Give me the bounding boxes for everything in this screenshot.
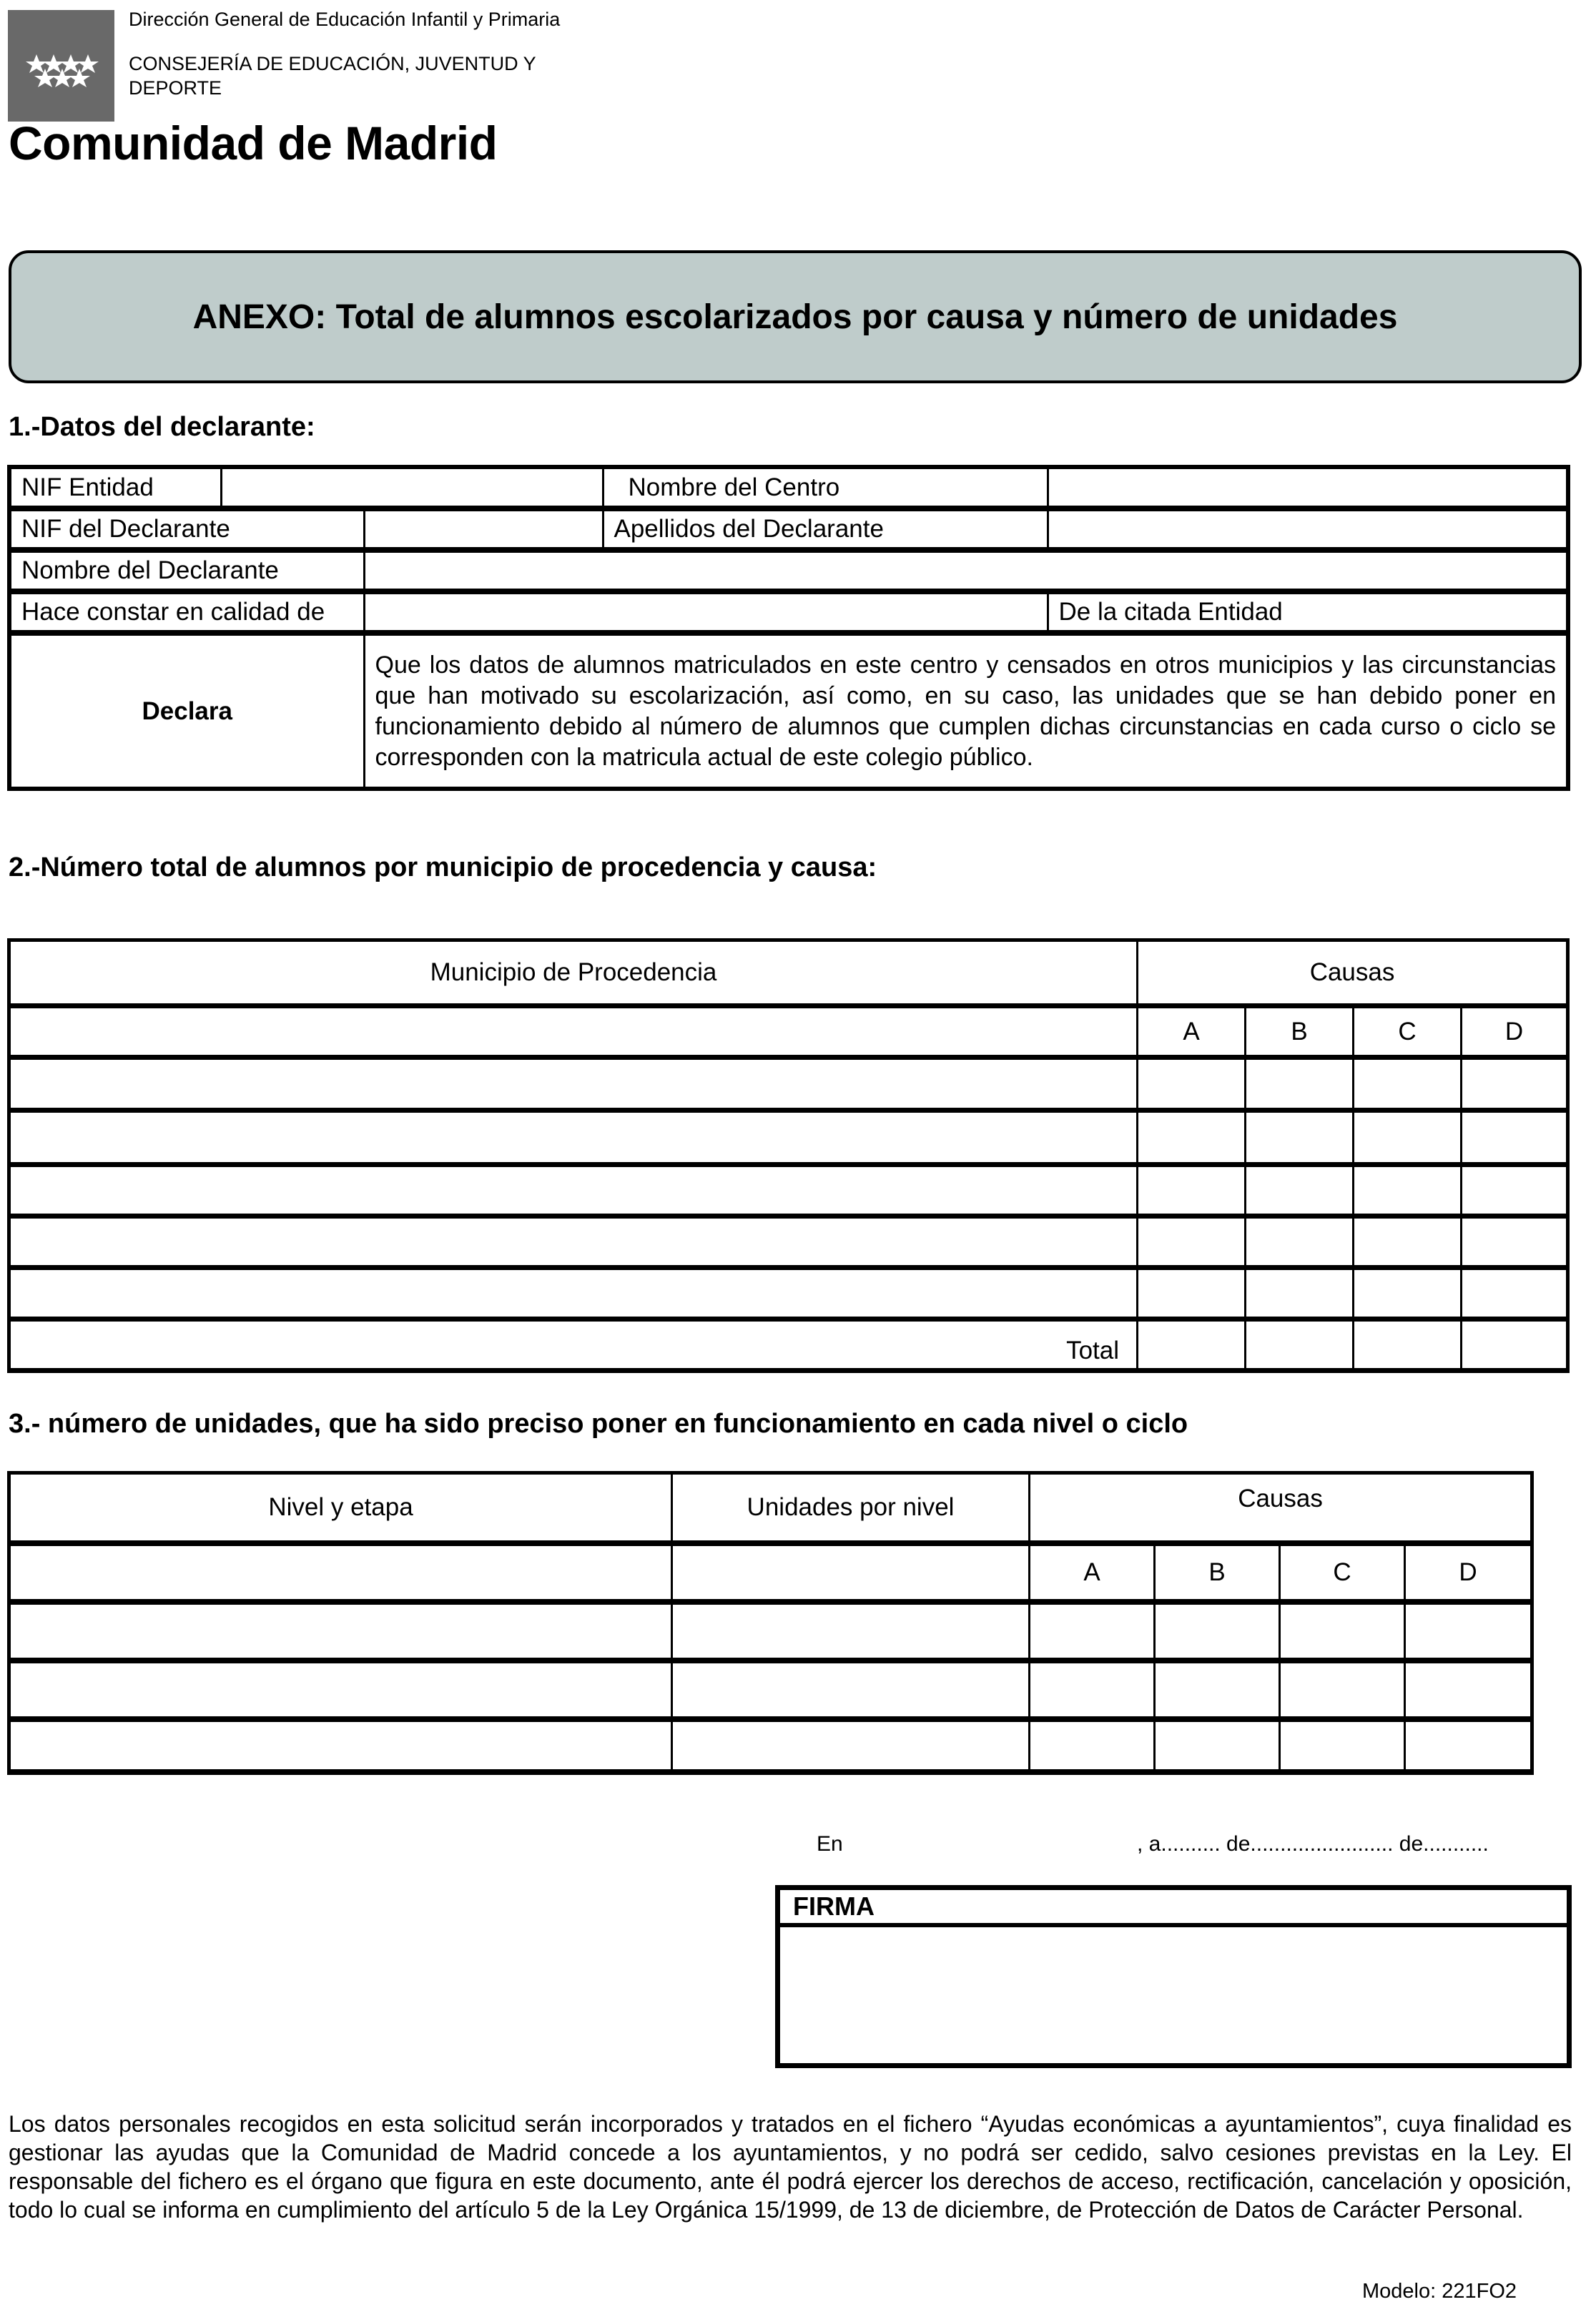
directorate-name: Dirección General de Educación Infantil y Primaria <box>129 9 561 30</box>
municipio-cell[interactable] <box>9 1058 1138 1111</box>
total-row <box>9 1319 1568 1371</box>
cause-d-cell[interactable] <box>1462 1058 1568 1111</box>
star-icon <box>69 69 90 87</box>
table-row <box>9 1602 1532 1661</box>
ministry-name-line1: CONSEJERÍA DE EDUCACIÓN, JUVENTUD Y <box>129 53 536 74</box>
students-by-municipality-table <box>7 938 1570 1373</box>
unidades-cell[interactable] <box>672 1719 1030 1772</box>
unidades-cell[interactable] <box>672 1602 1030 1661</box>
units-by-level-table <box>7 1471 1534 1775</box>
star-icon <box>34 69 56 87</box>
nivel-cell[interactable] <box>9 1602 672 1661</box>
place-prefix: En <box>817 1832 843 1856</box>
date-line[interactable]: , a.......... de........................ de........... <box>1137 1832 1489 1856</box>
nif-declarante-field[interactable] <box>364 508 603 550</box>
nif-entidad-label: NIF Entidad <box>9 467 221 508</box>
total-a-cell[interactable] <box>1138 1319 1246 1371</box>
nombre-centro-field[interactable] <box>1048 467 1568 508</box>
star-icon <box>77 54 99 73</box>
cause-header-c: C <box>1280 1543 1405 1602</box>
cause-c-cell[interactable] <box>1280 1661 1405 1719</box>
cause-b-cell[interactable] <box>1246 1111 1354 1165</box>
cause-d-cell[interactable] <box>1462 1111 1568 1165</box>
total-d-cell[interactable] <box>1462 1319 1568 1371</box>
cause-header-d: D <box>1405 1543 1532 1602</box>
declarant-data-table <box>7 465 1570 791</box>
total-c-cell[interactable] <box>1354 1319 1462 1371</box>
calidad-label: Hace constar en calidad de <box>9 591 364 633</box>
empty-header-cell <box>9 1543 672 1602</box>
total-label: Total <box>9 1319 1138 1371</box>
cause-a-cell[interactable] <box>1138 1216 1246 1268</box>
cause-c-cell[interactable] <box>1280 1719 1405 1772</box>
cause-header-c: C <box>1354 1006 1462 1058</box>
calidad-field[interactable] <box>364 591 1048 633</box>
cause-d-cell[interactable] <box>1405 1719 1532 1772</box>
ministry-name-line2: DEPORTE <box>129 77 222 99</box>
cause-a-cell[interactable] <box>1030 1602 1155 1661</box>
cause-a-cell[interactable] <box>1138 1165 1246 1216</box>
cause-header-b: B <box>1155 1543 1280 1602</box>
table-row <box>9 1661 1532 1719</box>
signature-box[interactable] <box>775 1885 1572 2068</box>
cause-header-a: A <box>1138 1006 1246 1058</box>
cause-c-cell[interactable] <box>1280 1602 1405 1661</box>
empty-header-cell <box>672 1543 1030 1602</box>
nif-declarante-label: NIF del Declarante <box>9 508 364 550</box>
table-row <box>9 1165 1568 1216</box>
star-icon <box>26 54 47 73</box>
apellidos-declarante-field[interactable] <box>1048 508 1568 550</box>
apellidos-declarante-label: Apellidos del Declarante <box>603 508 1048 550</box>
document-title: ANEXO: Total de alumnos escolarizados por causa y número de unidades <box>192 297 1398 336</box>
col-header-causas: Causas <box>1138 940 1568 1006</box>
cause-b-cell[interactable] <box>1246 1165 1354 1216</box>
nif-entidad-field[interactable] <box>221 467 603 508</box>
cause-b-cell[interactable] <box>1246 1268 1354 1319</box>
cause-a-cell[interactable] <box>1138 1268 1246 1319</box>
table-row <box>9 1268 1568 1319</box>
cause-d-cell[interactable] <box>1405 1602 1532 1661</box>
cause-b-cell[interactable] <box>1155 1602 1280 1661</box>
form-model-code: Modelo: 221FO2 <box>1362 2280 1517 2303</box>
cause-b-cell[interactable] <box>1155 1661 1280 1719</box>
cause-d-cell[interactable] <box>1462 1216 1568 1268</box>
cause-c-cell[interactable] <box>1354 1111 1462 1165</box>
cause-header-a: A <box>1030 1543 1155 1602</box>
unidades-cell[interactable] <box>672 1661 1030 1719</box>
section3-title: 3.- número de unidades, que ha sido preciso poner en funcionamiento en cada nivel o ciclo <box>9 1409 1188 1439</box>
total-b-cell[interactable] <box>1246 1319 1354 1371</box>
cause-a-cell[interactable] <box>1030 1719 1155 1772</box>
municipio-cell[interactable] <box>9 1268 1138 1319</box>
cause-b-cell[interactable] <box>1246 1058 1354 1111</box>
section2-title: 2.-Número total de alumnos por municipio de procedencia y causa: <box>9 852 877 882</box>
cause-c-cell[interactable] <box>1354 1216 1462 1268</box>
brand-title: Comunidad de Madrid <box>9 117 498 169</box>
cause-c-cell[interactable] <box>1354 1165 1462 1216</box>
cause-a-cell[interactable] <box>1138 1111 1246 1165</box>
table-row <box>9 1111 1568 1165</box>
col-header-nivel: Nivel y etapa <box>9 1473 672 1543</box>
star-icon <box>43 54 64 73</box>
document-title-box <box>9 250 1582 383</box>
declara-label: Declara <box>9 633 364 789</box>
empty-header-cell <box>9 1006 1138 1058</box>
signature-label: FIRMA <box>780 1890 1567 1927</box>
col-header-unidades: Unidades por nivel <box>672 1473 1030 1543</box>
cause-b-cell[interactable] <box>1246 1216 1354 1268</box>
nombre-declarante-label: Nombre del Declarante <box>9 550 364 591</box>
table-row <box>9 1058 1568 1111</box>
municipio-cell[interactable] <box>9 1165 1138 1216</box>
cause-a-cell[interactable] <box>1138 1058 1246 1111</box>
table-row <box>9 1719 1532 1772</box>
nombre-centro-label: Nombre del Centro <box>603 467 1048 508</box>
comunidad-madrid-logo-icon <box>8 10 114 122</box>
cause-c-cell[interactable] <box>1354 1268 1462 1319</box>
col-header-causas: Causas <box>1030 1473 1532 1543</box>
nivel-cell[interactable] <box>9 1661 672 1719</box>
cause-header-d: D <box>1462 1006 1568 1058</box>
municipio-cell[interactable] <box>9 1216 1138 1268</box>
cause-d-cell[interactable] <box>1462 1165 1568 1216</box>
star-icon <box>51 69 73 87</box>
cause-d-cell[interactable] <box>1462 1268 1568 1319</box>
nivel-cell[interactable] <box>9 1719 672 1772</box>
cause-header-b: B <box>1246 1006 1354 1058</box>
cause-b-cell[interactable] <box>1155 1719 1280 1772</box>
cause-a-cell[interactable] <box>1030 1661 1155 1719</box>
cause-d-cell[interactable] <box>1405 1661 1532 1719</box>
municipio-cell[interactable] <box>9 1111 1138 1165</box>
data-protection-notice: Los datos personales recogidos en esta solicitud serán incorporados y tratados en el fichero “Ayudas económicas a ayuntamientos”, cuya finalidad es gestionar las ayudas que la Comunidad de Madrid concede a los ayuntamientos, y no podrá ser cedido, salvo cesiones previstas en la Ley. El responsable del fichero es el órgano que figura en este documento, ante él podrá ejercer los derechos de acceso, rectificación, cancelación y oposición, todo lo cual se informa en cumplimiento del artículo 5 de la Ley Orgánica 15/1999, de 13 de diciembre, de Protección de Datos de Carácter Personal. <box>9 2111 1572 2223</box>
declara-statement: Que los datos de alumnos matriculados en este centro y censados en otros municipios y las circunstancias que han motivado su escolarización, así como, en su caso, las unidades que se han debido poner en funcionamiento debido al número de alumnos que cumplen dichas circunstancias en cada curso o ciclo se corresponden con la matricula actual de este colegio público. <box>364 633 1568 789</box>
citada-entidad-label: De la citada Entidad <box>1048 591 1568 633</box>
star-icon <box>60 54 82 73</box>
table-row <box>9 1216 1568 1268</box>
nombre-declarante-field[interactable] <box>364 550 1568 591</box>
cause-c-cell[interactable] <box>1354 1058 1462 1111</box>
col-header-municipio: Municipio de Procedencia <box>9 940 1138 1006</box>
section1-title: 1.-Datos del declarante: <box>9 412 315 442</box>
